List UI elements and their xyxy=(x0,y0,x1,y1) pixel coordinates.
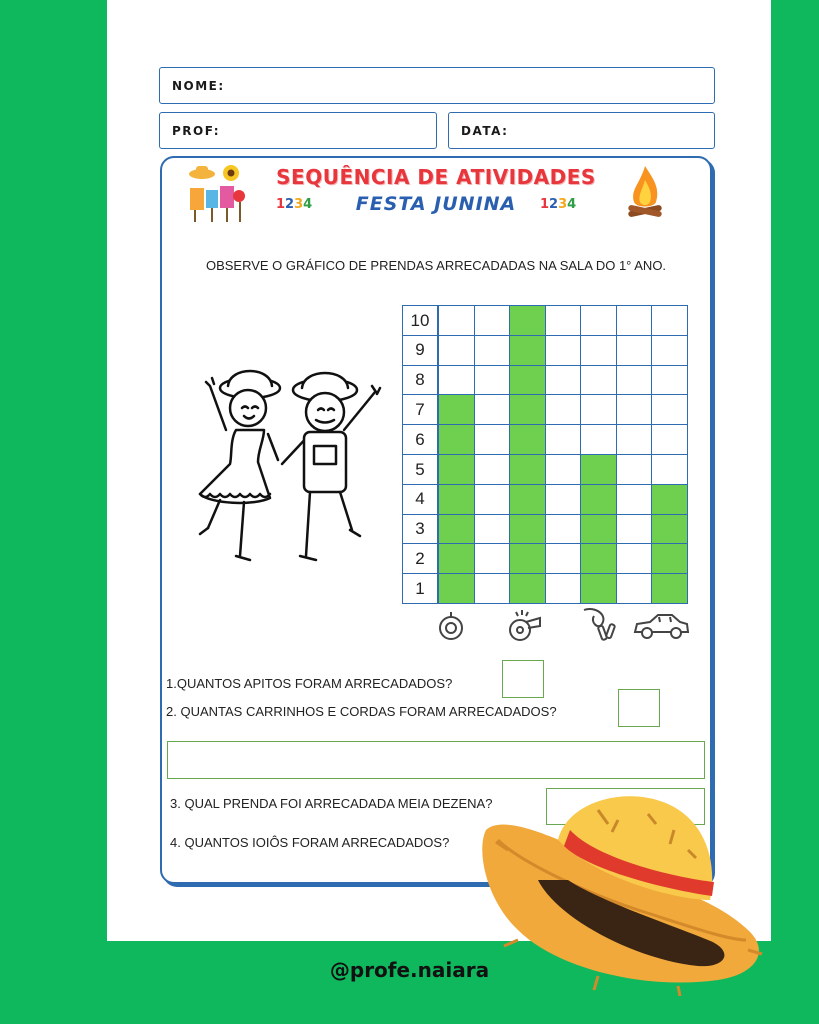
grid-cell xyxy=(616,514,653,545)
grid-cell xyxy=(616,305,653,336)
question-3: 3. QUAL PRENDA FOI ARRECADADA MEIA DEZENA? xyxy=(170,796,493,811)
y-tick-label: 9 xyxy=(402,335,438,366)
grid-cell xyxy=(545,484,582,515)
grid-cell xyxy=(545,454,582,485)
grid-cell xyxy=(651,365,688,396)
bar-cell-jump-rope xyxy=(580,454,617,485)
grid-cell xyxy=(616,365,653,396)
grid-cell xyxy=(651,394,688,425)
date-label: DATA: xyxy=(461,123,509,138)
grid-cell xyxy=(545,424,582,455)
bar-cell-whistle xyxy=(509,394,546,425)
grid-cell xyxy=(474,454,511,485)
grid-cell xyxy=(651,424,688,455)
bar-cell-whistle xyxy=(509,454,546,485)
bar-cell-whistle xyxy=(509,365,546,396)
grid-cell xyxy=(474,365,511,396)
yoyo-icon xyxy=(437,610,465,642)
y-tick-label: 4 xyxy=(402,484,438,515)
grid-cell xyxy=(474,543,511,574)
grid-cell xyxy=(580,305,617,336)
grid-cell xyxy=(474,394,511,425)
bar-cell-yo-yo xyxy=(438,543,475,574)
grid-cell xyxy=(616,394,653,425)
question-2: 2. QUANTAS CARRINHOS E CORDAS FORAM ARRECADADOS? xyxy=(166,704,557,719)
question-4: 4. QUANTOS IOIÔS FORAM ARRECADADOS? xyxy=(170,835,450,850)
grid-cell xyxy=(580,424,617,455)
name-label: NOME: xyxy=(172,78,225,93)
grid-cell xyxy=(545,305,582,336)
grid-cell xyxy=(545,394,582,425)
grid-cell xyxy=(474,573,511,604)
instruction-text: OBSERVE O GRÁFICO DE PRENDAS ARRECADADAS NA SALA DO 1° ANO. xyxy=(205,258,667,273)
grid-cell xyxy=(616,484,653,515)
grid-cell xyxy=(545,365,582,396)
title-line-1: SEQUÊNCIA DE ATIVIDADES xyxy=(276,165,596,189)
grid-cell xyxy=(616,573,653,604)
answer-box-1[interactable] xyxy=(502,660,544,698)
answer-box-2[interactable] xyxy=(618,689,660,727)
bar-cell-whistle xyxy=(509,305,546,336)
toy-car-icon xyxy=(632,612,690,642)
y-tick-label: 8 xyxy=(402,365,438,396)
bar-cell-whistle xyxy=(509,484,546,515)
grid-cell xyxy=(616,543,653,574)
grid-cell xyxy=(616,424,653,455)
grid-cell xyxy=(545,335,582,366)
y-tick-label: 3 xyxy=(402,514,438,545)
title-line-2: FESTA JUNINA xyxy=(355,193,517,215)
bar-cell-yo-yo xyxy=(438,424,475,455)
bar-cell-whistle xyxy=(509,543,546,574)
jump-rope-icon xyxy=(580,606,616,644)
teacher-label: PROF: xyxy=(172,123,221,138)
y-tick-label: 5 xyxy=(402,454,438,485)
answer-box-wide[interactable] xyxy=(167,741,705,779)
name-field[interactable] xyxy=(159,67,715,104)
footer-handle: @profe.naiara xyxy=(329,958,490,982)
grid-cell xyxy=(474,484,511,515)
bar-cell-yo-yo xyxy=(438,394,475,425)
grid-cell xyxy=(616,454,653,485)
bar-cell-whistle xyxy=(509,514,546,545)
bar-cell-whistle xyxy=(509,573,546,604)
bar-cell-jump-rope xyxy=(580,543,617,574)
bar-cell-yo-yo xyxy=(438,514,475,545)
y-tick-label: 2 xyxy=(402,543,438,574)
bar-cell-yo-yo xyxy=(438,484,475,515)
bar-cell-yo-yo xyxy=(438,573,475,604)
bar-cell-toy-car xyxy=(651,573,688,604)
bar-cell-jump-rope xyxy=(580,573,617,604)
y-tick-label: 7 xyxy=(402,394,438,425)
grid-cell xyxy=(474,305,511,336)
bar-cell-toy-car xyxy=(651,543,688,574)
dancing-couple-illustration xyxy=(170,360,400,575)
grid-cell xyxy=(580,335,617,366)
grid-cell xyxy=(545,543,582,574)
question-1: 1.QUANTOS APITOS FORAM ARRECADADOS? xyxy=(166,676,453,691)
grid-cell xyxy=(616,335,653,366)
grid-cell xyxy=(474,335,511,366)
y-tick-label: 6 xyxy=(402,424,438,455)
grid-cell xyxy=(474,424,511,455)
bonfire-icon xyxy=(624,164,666,222)
grid-cell xyxy=(545,573,582,604)
grid-cell xyxy=(474,514,511,545)
bar-cell-toy-car xyxy=(651,514,688,545)
grid-cell xyxy=(651,454,688,485)
bar-cell-jump-rope xyxy=(580,484,617,515)
date-field[interactable] xyxy=(448,112,715,149)
bar-cell-yo-yo xyxy=(438,454,475,485)
grid-cell xyxy=(651,305,688,336)
teacher-field[interactable] xyxy=(159,112,437,149)
y-tick-label: 1 xyxy=(402,573,438,604)
grid-cell xyxy=(438,305,475,336)
bar-cell-whistle xyxy=(509,335,546,366)
grid-cell xyxy=(438,335,475,366)
bar-cell-jump-rope xyxy=(580,514,617,545)
grid-cell xyxy=(580,365,617,396)
grid-cell xyxy=(438,365,475,396)
bar-cell-toy-car xyxy=(651,484,688,515)
bar-cell-whistle xyxy=(509,424,546,455)
whistle-icon xyxy=(506,608,542,644)
grid-cell xyxy=(545,514,582,545)
deco-numbers-left: 1234 xyxy=(276,197,313,212)
grid-cell xyxy=(580,394,617,425)
y-tick-label: 10 xyxy=(402,305,438,336)
grid-cell xyxy=(651,335,688,366)
deco-numbers-right: 1234 xyxy=(540,197,577,212)
